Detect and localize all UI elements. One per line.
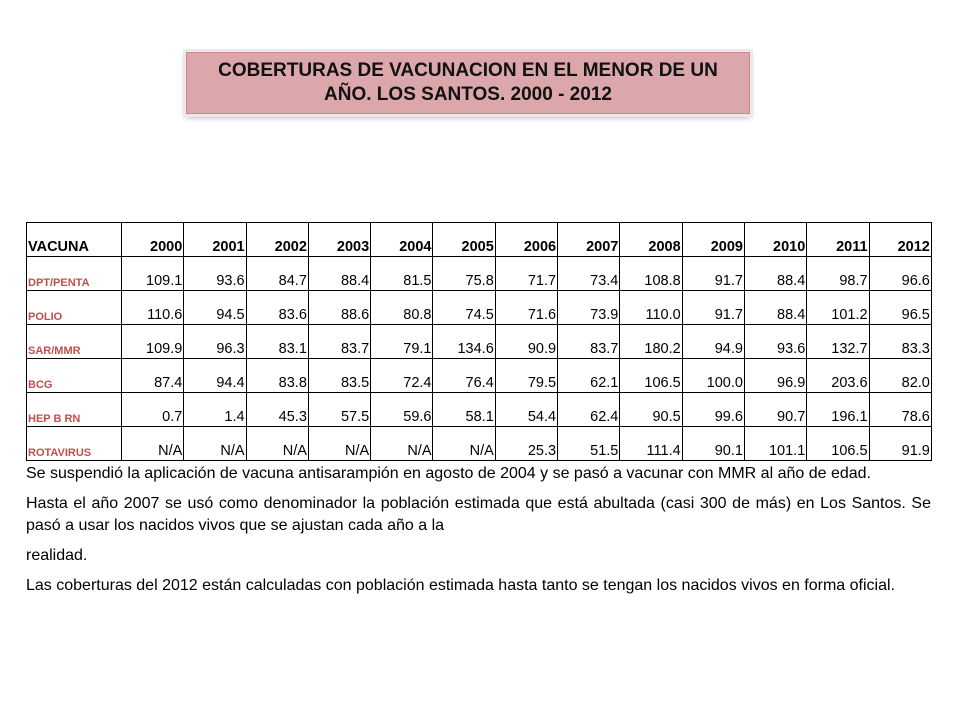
coverage-value: 96.9	[744, 359, 806, 393]
coverage-value: 96.3	[184, 325, 246, 359]
coverage-value: 83.1	[246, 325, 308, 359]
coverage-value: 83.7	[308, 325, 370, 359]
coverage-value: 88.6	[308, 291, 370, 325]
header-year: 2000	[122, 223, 184, 257]
coverage-value: 88.4	[308, 257, 370, 291]
table-row	[27, 257, 932, 291]
coverage-value: 62.1	[558, 359, 620, 393]
table-row	[27, 325, 932, 359]
coverage-value: 94.5	[184, 291, 246, 325]
header-year: 2012	[869, 223, 931, 257]
header-year: 2006	[495, 223, 557, 257]
coverage-value: N/A	[433, 427, 495, 461]
vaccine-name: HEP B RN	[27, 393, 122, 427]
coverage-value: 93.6	[184, 257, 246, 291]
coverage-value: 83.7	[558, 325, 620, 359]
coverage-value: 203.6	[807, 359, 869, 393]
coverage-value: 96.6	[869, 257, 931, 291]
coverage-value: N/A	[371, 427, 433, 461]
coverage-value: 83.6	[246, 291, 308, 325]
coverage-value: 51.5	[558, 427, 620, 461]
coverage-value: 108.8	[620, 257, 682, 291]
table-row	[27, 359, 932, 393]
table-row	[27, 393, 932, 427]
coverage-value: 96.5	[869, 291, 931, 325]
title-box	[186, 52, 750, 114]
table-row	[27, 291, 932, 325]
coverage-value: 90.5	[620, 393, 682, 427]
header-vacuna: VACUNA	[27, 223, 122, 257]
coverage-value: 111.4	[620, 427, 682, 461]
coverage-value: 25.3	[495, 427, 557, 461]
coverage-value: 58.1	[433, 393, 495, 427]
coverage-value: 79.5	[495, 359, 557, 393]
note-paragraph: Hasta el año 2007 se usó como denominador la población estimada que está abultada (casi 300 de más) en Los Santos. Se pasó a usar los nacidos vivos que se ajustan cada año a la	[26, 495, 931, 534]
note-paragraph: realidad.	[26, 547, 88, 564]
coverage-value: 134.6	[433, 325, 495, 359]
coverage-value: 101.2	[807, 291, 869, 325]
coverage-value: 180.2	[620, 325, 682, 359]
header-year: 2004	[371, 223, 433, 257]
coverage-value: 73.4	[558, 257, 620, 291]
coverage-value: 91.9	[869, 427, 931, 461]
header-year: 2007	[558, 223, 620, 257]
coverage-value: 98.7	[807, 257, 869, 291]
coverage-value: 1.4	[184, 393, 246, 427]
vaccine-name: ROTAVIRUS	[27, 427, 122, 461]
coverage-value: 78.6	[869, 393, 931, 427]
coverage-value: N/A	[308, 427, 370, 461]
header-year: 2011	[807, 223, 869, 257]
coverage-value: 93.6	[744, 325, 806, 359]
coverage-value: 45.3	[246, 393, 308, 427]
coverage-value: 88.4	[744, 257, 806, 291]
header-year: 2005	[433, 223, 495, 257]
coverage-value: 90.7	[744, 393, 806, 427]
coverage-value: 83.5	[308, 359, 370, 393]
coverage-value: 75.8	[433, 257, 495, 291]
table-header-row	[27, 223, 932, 257]
coverage-value: 0.7	[122, 393, 184, 427]
coverage-value: 82.0	[869, 359, 931, 393]
coverage-value: 87.4	[122, 359, 184, 393]
coverage-value: 90.9	[495, 325, 557, 359]
coverage-value: 62.4	[558, 393, 620, 427]
coverage-value: 71.7	[495, 257, 557, 291]
coverage-value: 110.0	[620, 291, 682, 325]
vaccine-name: SAR/MMR	[27, 325, 122, 359]
vaccine-name: BCG	[27, 359, 122, 393]
note-paragraph: Se suspendió la aplicación de vacuna antisarampión en agosto de 2004 y se pasó a vacunar con MMR al año de edad.	[26, 465, 871, 482]
coverage-value: 101.1	[744, 427, 806, 461]
coverage-value: 94.9	[682, 325, 744, 359]
coverage-value: 79.1	[371, 325, 433, 359]
coverage-value: 76.4	[433, 359, 495, 393]
coverage-value: 94.4	[184, 359, 246, 393]
header-year: 2008	[620, 223, 682, 257]
header-year: 2002	[246, 223, 308, 257]
table-body	[27, 257, 932, 461]
coverage-value: 54.4	[495, 393, 557, 427]
coverage-value: 106.5	[620, 359, 682, 393]
coverage-value: 196.1	[807, 393, 869, 427]
coverage-value: 73.9	[558, 291, 620, 325]
header-year: 2009	[682, 223, 744, 257]
coverage-value: 83.8	[246, 359, 308, 393]
coverage-value: 106.5	[807, 427, 869, 461]
coverage-value: 91.7	[682, 291, 744, 325]
coverage-value: 110.6	[122, 291, 184, 325]
coverage-value: N/A	[246, 427, 308, 461]
header-year: 2003	[308, 223, 370, 257]
coverage-value: 132.7	[807, 325, 869, 359]
coverage-value: 91.7	[682, 257, 744, 291]
coverage-value: 81.5	[371, 257, 433, 291]
coverage-value: 72.4	[371, 359, 433, 393]
coverage-value: 57.5	[308, 393, 370, 427]
coverage-table	[26, 222, 932, 461]
header-year: 2010	[744, 223, 806, 257]
header-year: 2001	[184, 223, 246, 257]
coverage-value: 84.7	[246, 257, 308, 291]
notes	[26, 463, 931, 605]
note-paragraph: Las coberturas del 2012 están calculadas con población estimada hasta tanto se tengan los nacidos vivos en forma oficial.	[26, 577, 895, 594]
coverage-value: 74.5	[433, 291, 495, 325]
coverage-value: 71.6	[495, 291, 557, 325]
coverage-value: 109.1	[122, 257, 184, 291]
table-row	[27, 427, 932, 461]
coverage-value: 109.9	[122, 325, 184, 359]
coverage-value: 90.1	[682, 427, 744, 461]
coverage-value: 83.3	[869, 325, 931, 359]
coverage-value: 88.4	[744, 291, 806, 325]
coverage-value: 100.0	[682, 359, 744, 393]
coverage-value: N/A	[184, 427, 246, 461]
vaccine-name: POLIO	[27, 291, 122, 325]
vaccine-name: DPT/PENTA	[27, 257, 122, 291]
coverage-value: 80.8	[371, 291, 433, 325]
page-title: COBERTURAS DE VACUNACION EN EL MENOR DE UN AÑO. LOS SANTOS. 2000 - 2012	[218, 60, 718, 105]
coverage-value: 59.6	[371, 393, 433, 427]
coverage-value: 99.6	[682, 393, 744, 427]
coverage-value: N/A	[122, 427, 184, 461]
